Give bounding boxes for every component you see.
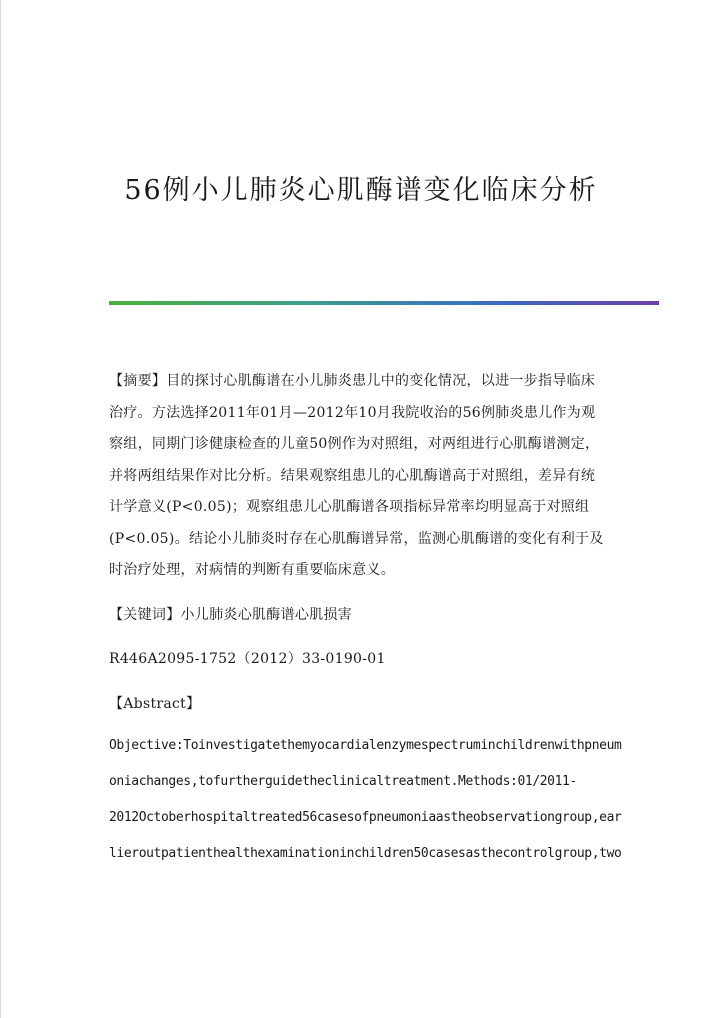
document-body — [109, 366, 622, 872]
keywords-paragraph — [109, 600, 609, 632]
abstract-line: 时治疗处理，对病情的判断有重要临床意义。 — [109, 562, 395, 578]
abstract-en-line: oniachanges,tofurtherguidetheclinicaltreatment.Methods:01/2011- — [109, 774, 577, 789]
abstract-en-line: lieroutpatienthealthexaminationinchildren50casesasthecontrolgroup,two — [109, 846, 622, 861]
document-title: 56例小儿肺炎心肌酶谱变化临床分析 — [124, 175, 598, 206]
abstract-en-heading: 【Abstract】 — [109, 695, 201, 712]
abstract-line: 【摘要】目的探讨心肌酶谱在小儿肺炎患儿中的变化情况，以进一步指导临床 — [109, 373, 596, 389]
abstract-en-line: Objective:Toinvestigatethemyocardialenzymespectruminchildrenwithpneum — [109, 738, 622, 753]
abstract-line: 并将两组结果作对比分析。结果观察组患儿的心肌酶谱高于对照组，差异有统 — [109, 467, 596, 484]
abstract-line: 计学意义(P<0.05)；观察组患儿心肌酶谱各项指标异常率均明显高于对照组 — [109, 499, 590, 515]
title-divider — [109, 301, 659, 305]
classification-line: R446A2095-1752（2012）33-0190-01 — [109, 651, 386, 667]
abstract-line: (P<0.05)。结论小儿肺炎时存在心肌酶谱异常，监测心肌酶谱的变化有利于及 — [109, 530, 604, 547]
keywords-line: 【关键词】小儿肺炎心肌酶谱心肌损害 — [109, 606, 353, 623]
abstract-en-heading-paragraph — [109, 689, 609, 721]
classification-paragraph — [109, 644, 609, 676]
abstract-en — [109, 728, 622, 872]
abstract-en-line: 2012Octoberhospitaltreated56casesofpneumoniaastheobservationgroup,ear — [109, 810, 622, 825]
abstract-line: 治疗。方法选择2011年01月—2012年10月我院收治的56例肺炎患儿作为观 — [109, 404, 596, 421]
abstract-line: 察组，同期门诊健康检查的儿童50例作为对照组，对两组进行心肌酶谱测定， — [109, 436, 600, 452]
abstract-zh — [109, 366, 609, 587]
